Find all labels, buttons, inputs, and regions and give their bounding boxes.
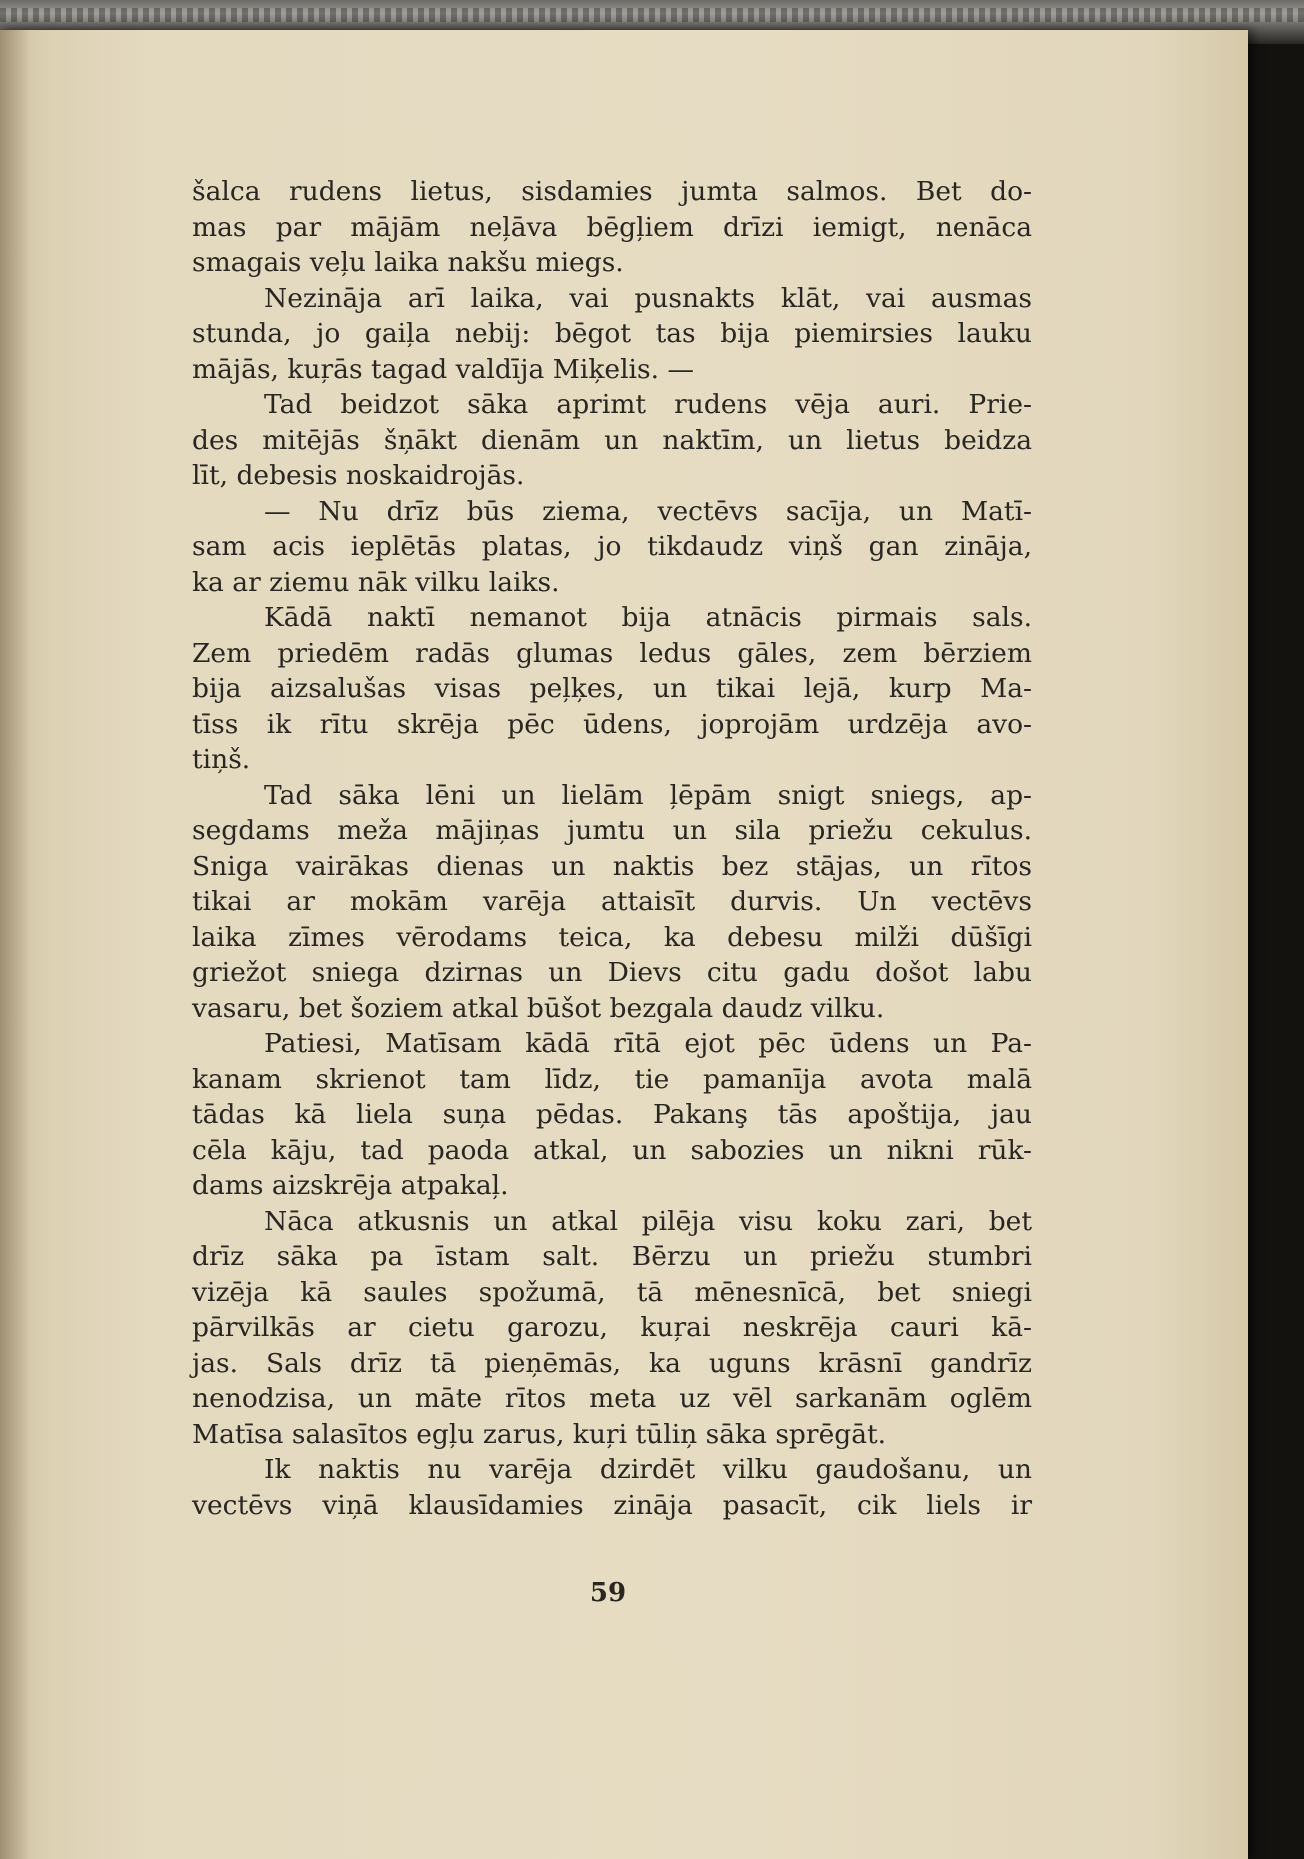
text-line: cēla kāju, tad paoda atkal, un sabozies un nikni rūk-: [192, 1134, 1032, 1166]
text-line: līt, debesis noskaidrojās.: [192, 460, 525, 491]
text-line: vizēja kā saules spožumā, tā mēnesnīcā, bet sniegi: [192, 1276, 1032, 1308]
text-line: stunda, jo gaiļa nebij: bēgot tas bija piemirsies lauku: [192, 318, 1032, 349]
page-number: 59: [589, 1578, 627, 1608]
text-line: mas par mājām neļāva bēgļiem drīzi iemigt, nenāca: [192, 211, 1032, 243]
text-line: Nezināja arī laika, vai pusnakts klāt, vai ausmas: [264, 282, 1032, 314]
text-line: drīz sāka pa īstam salt. Bērzu un priežu stumbri: [192, 1241, 1032, 1272]
text-line: jas. Sals drīz tā pieņēmās, ka uguns krāsnī gandrīz: [192, 1347, 1032, 1379]
text-line: bija aizsalušas visas peļķes, un tikai lejā, kurp Ma-: [192, 673, 1032, 704]
text-line: Tad beidzot sāka aprimt rudens vēja auri. Prie-: [264, 389, 1032, 420]
text-line: des mitējās šņākt dienām un naktīm, un lietus beidza: [192, 424, 1032, 456]
text-line: pārvilkās ar cietu garozu, kuŗai neskrēja cauri kā-: [192, 1312, 1032, 1343]
text-line: Zem priedēm radās glumas ledus gāles, zem bērziem: [192, 637, 1032, 669]
text-line: tādas kā liela suņa pēdas. Pakanş tās apoštija, jau: [192, 1099, 1032, 1130]
text-line: Patiesi, Matīsam kādā rītā ejot pēc ūdens un Pa-: [264, 1028, 1032, 1059]
page-gutter-shadow: [0, 30, 30, 1859]
text-line: kanam skrienot tam līdz, tie pamanīja avota malā: [192, 1063, 1032, 1095]
text-line: vectēvs viņā klausīdamies zināja pasacīt, cik liels ir: [192, 1489, 1032, 1521]
text-line: Tad sāka lēni un lielām ļēpām snigt sniegs, ap-: [264, 779, 1032, 811]
body-text: [192, 174, 1032, 1523]
text-line: vasaru, bet šoziem atkal būšot bezgala daudz vilku.: [192, 992, 885, 1024]
text-line: ka ar ziemu nāk vilku laiks.: [192, 566, 560, 598]
text-line: segdams meža mājiņas jumtu un sila priežu cekulus.: [192, 815, 1032, 846]
text-line: sam acis ieplētās platas, jo tikdaudz viņš gan zināja,: [192, 531, 1032, 562]
text-line: mājās, kuŗās tagad valdīja Miķelis. —: [192, 353, 694, 385]
text-line: griežot sniega dzirnas un Dievs citu gadu došot labu: [192, 957, 1032, 988]
text-line: tīss ik rītu skrēja pēc ūdens, joprojām urdzēja avo-: [192, 708, 1032, 740]
text-line: smagais veļu laika nakšu miegs.: [192, 247, 624, 278]
text-line: Kādā naktī nemanot bija atnācis pirmais sals.: [264, 602, 1032, 633]
text-line: šalca rudens lietus, sisdamies jumta salmos. Bet do-: [192, 176, 1032, 207]
text-line: tikai ar mokām varēja attaisīt durvis. Un vectēvs: [192, 886, 1032, 917]
text-line: laika zīmes vērodams teica, ka debesu milži dūšīgi: [192, 921, 1032, 953]
text-line: nenodzisa, un māte rītos meta uz vēl sarkanām oglēm: [192, 1383, 1032, 1414]
text-line: Matīsa salasītos egļu zarus, kuŗi tūliņ sāka sprēgāt.: [192, 1418, 887, 1450]
text-line: Nāca atkusnis un atkal pilēja visu koku zari, bet: [264, 1205, 1032, 1237]
text-line: tiņš.: [192, 744, 251, 775]
text-line: dams aizskrēja atpakaļ.: [192, 1170, 509, 1201]
text-line: Sniga vairākas dienas un naktis bez stājas, un rītos: [192, 850, 1032, 882]
text-line: — Nu drīz būs ziema, vectēvs sacīja, un Matī-: [264, 495, 1032, 527]
text-line: Ik naktis nu varēja dzirdēt vilku gaudošanu, un: [264, 1454, 1032, 1485]
